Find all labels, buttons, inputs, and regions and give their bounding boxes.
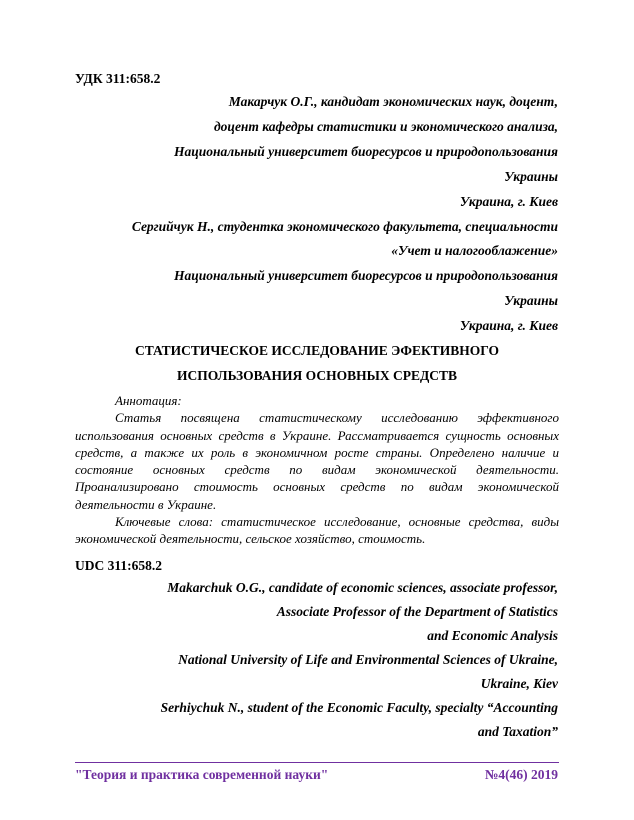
author-line-ru: Украина, г. Киев bbox=[459, 318, 558, 333]
author-line-ru: Макарчук О.Г., кандидат экономических наук, доцент, bbox=[228, 94, 558, 109]
author-line-ru: Украина, г. Киев bbox=[459, 194, 558, 209]
udc-code-en: UDC 311:658.2 bbox=[75, 558, 162, 573]
author-line-ru: «Учет и налогооблажение» bbox=[391, 243, 558, 258]
author-line-ru: Национальный университет биоресурсов и природопользования bbox=[174, 144, 558, 159]
annotation-block bbox=[75, 392, 559, 548]
author-line-ru: Украины bbox=[504, 169, 558, 184]
author-line-en: Makarchuk O.G., candidate of economic sciences, associate professor, bbox=[167, 580, 558, 595]
author-line-en: Serhiychuk N., student of the Economic Faculty, specialty “Accounting bbox=[160, 700, 558, 715]
author-line-en: and Economic Analysis bbox=[427, 628, 558, 643]
annotation-label: Аннотация: bbox=[115, 393, 182, 408]
keywords: Ключевые слова: статистическое исследование, основные средства, виды экономической деятельности, сельское хозяйство, стоимость. bbox=[75, 514, 559, 547]
article-title-line: ИСПОЛЬЗОВАНИЯ ОСНОВНЫХ СРЕДСТВ bbox=[176, 368, 458, 383]
footer-divider bbox=[75, 762, 559, 763]
udc-code-ru: УДК 311:658.2 bbox=[75, 71, 161, 86]
author-line-ru: Национальный университет биоресурсов и природопользования bbox=[174, 268, 558, 283]
article-title-line: СТАТИСТИЧЕСКОЕ ИССЛЕДОВАНИЕ ЭФЕКТИВНОГО bbox=[134, 343, 500, 358]
author-line-ru: Сергийчук Н., студентка экономического факультета, специальности bbox=[131, 219, 558, 234]
author-line-en: Associate Professor of the Department of Statistics bbox=[276, 604, 558, 619]
author-line-en: and Taxation” bbox=[477, 724, 558, 739]
author-line-en: National University of Life and Environmental Sciences of Ukraine, bbox=[178, 652, 558, 667]
author-line-ru: доцент кафедры статистики и экономического анализа, bbox=[213, 119, 558, 134]
author-line-ru: Украины bbox=[504, 293, 558, 308]
annotation-text: Статья посвящена статистическому исследованию эффективного использования основных средств в Украине. Рассматривается сущность основных средств, а также их роль в экономичном росте страны. Определено наличие и состояние основных средств по видам экономической деятельности. Проанализировано стоимость основных средств по видам экономической деятельности в Украине. bbox=[75, 410, 559, 512]
footer-journal-name: "Теория и практика современной науки" bbox=[75, 767, 329, 782]
footer-issue: №4(46) 2019 bbox=[484, 767, 558, 782]
author-line-en: Ukraine, Kiev bbox=[480, 676, 558, 691]
